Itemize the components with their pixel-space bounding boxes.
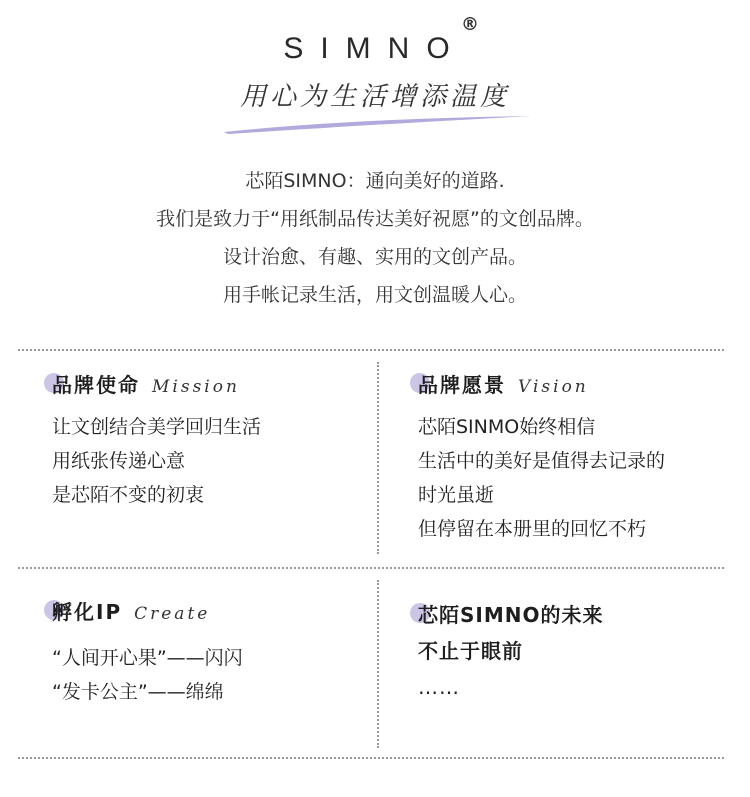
intro-line: 芯陌SIMNO：通向美好的道路. (245, 170, 505, 192)
ip-line: “人间开心果”——闪闪 (52, 647, 243, 669)
ip-heading (52, 597, 243, 627)
mission-card (52, 370, 261, 512)
vision-heading (418, 370, 665, 400)
intro-line: 用手帐记录生活，用文创温暖人心。 (222, 284, 527, 306)
vision-line: 但停留在本册里的回忆不朽 (418, 518, 647, 540)
ip-line: “发卡公主”——绵绵 (52, 681, 224, 703)
vision-lines (418, 410, 665, 546)
ip-subtitle: Create (134, 604, 211, 624)
mission-line: 是芯陌不变的初衷 (52, 484, 205, 506)
mission-line: 用纸张传递心意 (52, 450, 186, 472)
future-line: 不止于眼前 (418, 639, 523, 663)
mission-subtitle: Mission (152, 377, 240, 397)
slogan: 用心为生活增添温度 (239, 82, 510, 112)
vision-line: 芯陌SINMO始终相信 (418, 416, 596, 438)
divider-bottom (18, 757, 724, 759)
intro-line: 设计治愈、有趣、实用的文创产品。 (222, 246, 527, 268)
ip-title: 孵化IP (52, 600, 123, 624)
mission-line: 让文创结合美学回归生活 (52, 416, 262, 438)
brand-name: SIMNO (283, 32, 467, 65)
mission-title: 品牌使命 (52, 373, 140, 397)
vision-subtitle: Vision (518, 377, 589, 397)
divider-top (18, 349, 724, 351)
vision-title: 品牌愿景 (418, 373, 506, 397)
vision-line: 时光虽逝 (418, 484, 495, 506)
divider-vertical-top (377, 362, 379, 554)
vision-card (418, 370, 665, 546)
intro-line: 我们是致力于“用纸制品传达美好祝愿”的文创品牌。 (156, 208, 594, 230)
ip-card (52, 597, 243, 709)
registered-mark: ® (461, 14, 479, 35)
future-ellipsis: …… (418, 675, 460, 699)
mission-lines (52, 410, 261, 512)
intro-text (0, 162, 750, 314)
future-line: 芯陌SIMNO的未来 (418, 603, 604, 627)
brush-swoosh (220, 110, 540, 138)
divider-middle (18, 567, 724, 569)
divider-vertical-bottom (377, 580, 379, 748)
future-card (418, 597, 604, 705)
vision-line: 生活中的美好是值得去记录的 (418, 450, 666, 472)
ip-lines (52, 641, 243, 709)
mission-heading (52, 370, 261, 400)
future-lines (418, 597, 604, 705)
